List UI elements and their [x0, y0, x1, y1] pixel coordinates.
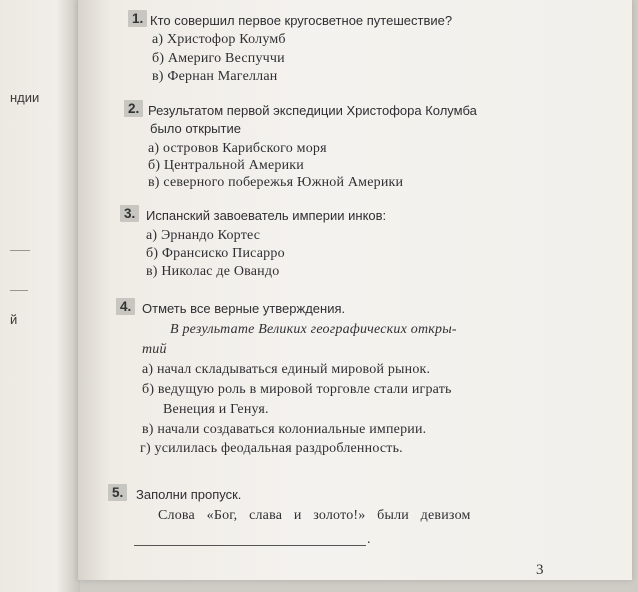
question-2-text-line2: было открытие: [150, 121, 241, 136]
question-2-text-line1: Результатом первой экспедиции Христофора Колумба: [148, 103, 477, 118]
question-3-option-b[interactable]: б) Франсиско Писарро: [146, 246, 285, 261]
question-2-number: 2.: [124, 100, 143, 117]
question-4-option-a[interactable]: а) начал складываться единый мировой рынок.: [142, 362, 431, 377]
question-3-text: Испанский завоеватель империи инков:: [146, 208, 387, 223]
question-4-option-c[interactable]: в) начали создаваться колониальные империи.: [142, 422, 427, 437]
question-1-number: 1.: [128, 10, 147, 27]
question-4-option-d[interactable]: г) усилилась феодальная раздробленность.: [140, 441, 403, 456]
left-page-rule: [10, 250, 30, 251]
question-3-number: 3.: [120, 205, 139, 222]
question-1-text: Кто совершил первое кругосветное путешествие?: [150, 13, 453, 28]
question-4-option-b-cont: Венеция и Генуя.: [163, 402, 269, 417]
left-page-fragment: й: [10, 312, 18, 327]
question-5-number: 5.: [108, 484, 127, 501]
question-5-sentence: Слова «Бог, слава и золото!» были девизом: [158, 508, 471, 523]
left-page-fragment: ндии: [10, 90, 40, 105]
question-1-option-a[interactable]: а) Христофор Колумб: [152, 32, 286, 47]
question-4-option-b[interactable]: б) ведущую роль в мировой торговле стали играть: [142, 382, 452, 397]
question-2-option-c[interactable]: в) северного побережья Южной Америки: [148, 175, 404, 190]
question-2-option-b[interactable]: б) Центральной Америки: [148, 158, 304, 173]
question-5-blank-end: .: [367, 532, 371, 547]
question-4-number: 4.: [116, 298, 135, 315]
question-4-stem-line2: тий: [142, 342, 167, 357]
question-1-option-c[interactable]: в) Фернан Магеллан: [152, 69, 278, 84]
question-4-text: Отметь все верные утверждения.: [142, 301, 346, 316]
question-1-option-b[interactable]: б) Америго Веспуччи: [152, 51, 285, 66]
page-number: 3: [536, 562, 544, 578]
question-2-option-a[interactable]: а) островов Карибского моря: [148, 141, 327, 156]
question-3-option-c[interactable]: в) Николас де Овандо: [146, 264, 280, 279]
question-3-option-a[interactable]: а) Эрнандо Кортес: [146, 228, 261, 243]
question-5-text: Заполни пропуск.: [136, 487, 242, 502]
workbook-page: [78, 0, 632, 580]
left-page-rule: [10, 290, 28, 291]
question-4-stem-line1: В результате Великих географических откры-: [170, 322, 457, 337]
left-page-edge: [0, 0, 80, 592]
question-5-blank-line[interactable]: [134, 545, 366, 546]
